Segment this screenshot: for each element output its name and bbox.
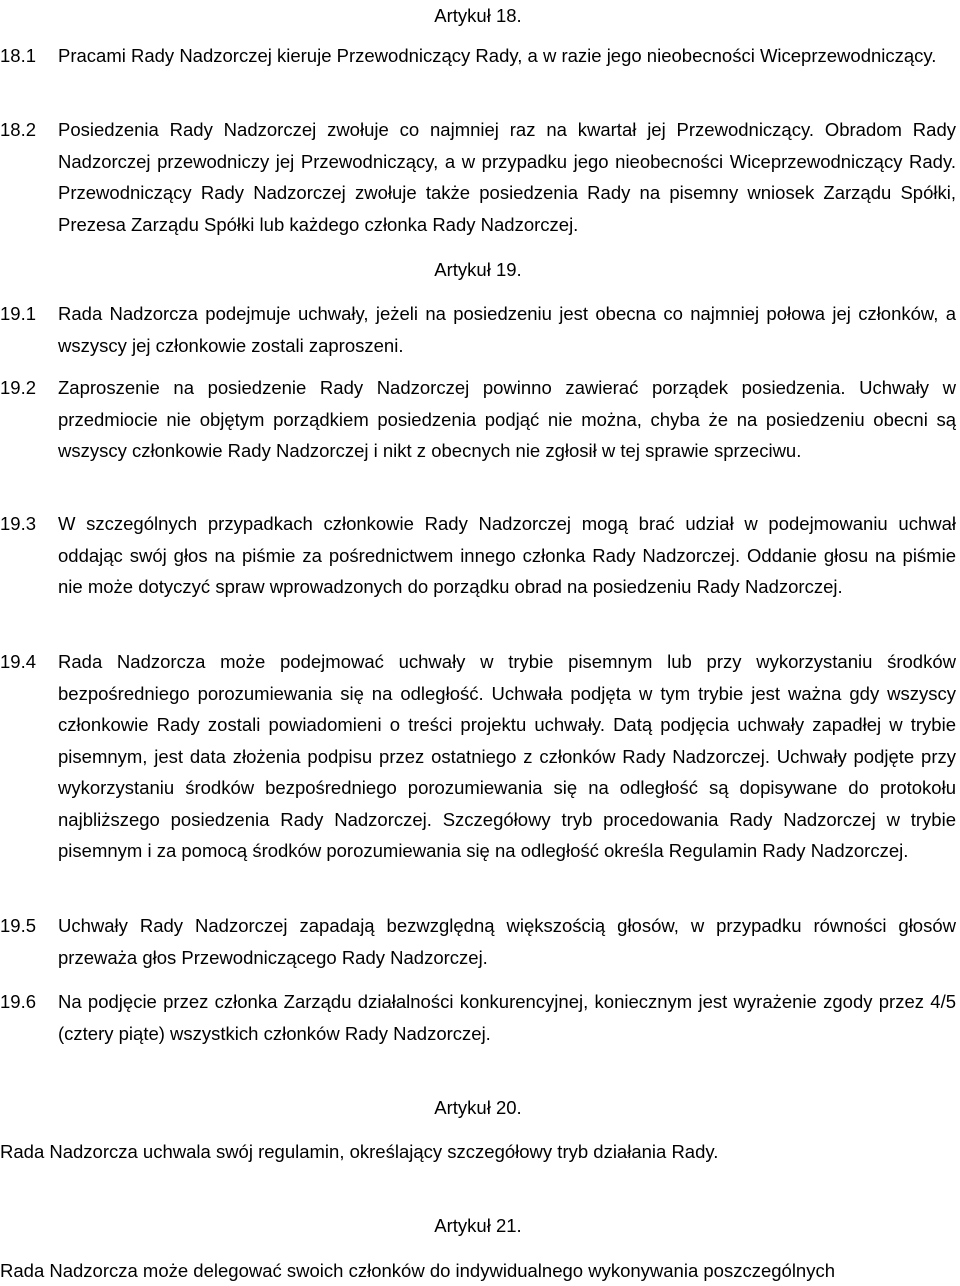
section-number: 19.3 — [0, 513, 37, 534]
section-text: Pracami Rady Nadzorczej kieruje Przewodniczący Rady, a w razie jego nieobecności Wiceprzewodniczący. — [58, 45, 937, 66]
section-19-5 — [0, 910, 956, 973]
section-text: Rada Nadzorcza może podejmować uchwały w trybie pisemnym lub przy wykorzystaniu środków bezpośredniego porozumiewania się na odległość. Uchwała podjęta w tym trybie jest ważna gdy wszyscy członkowie Rady zostali powiadomieni o treści projektu uchwały. Datą podjęcia uchwały zapadłej w trybie pisemnym, jest data złożenia podpisu przez ostatniego z członków Rady Nadzorczej. Uchwały podjęte przy wykorzystaniu środków bezpośredniego porozumiewania się na odległość są dopisywane do protokołu najbliższego posiedzenia Rady Nadzorczej. Szczegółowy tryb procedowania Rady Nadzorczej w trybie pisemnym i za pomocą środków porozumiewania się na odległość określa Regulamin Rady Nadzorczej. — [58, 651, 956, 861]
section-number: 19.1 — [0, 303, 37, 324]
section-19-3 — [0, 508, 956, 603]
section-18-2 — [0, 114, 956, 240]
section-text: W szczególnych przypadkach członkowie Rady Nadzorczej mogą brać udział w podejmowaniu uchwał oddając swój głos na piśmie za pośrednictwem innego członka Rady Nadzorczej. Oddanie głosu na piśmie nie może dotyczyć spraw wprowadzonych do porządku obrad na posiedzeniu Rady Nadzorczej. — [58, 513, 956, 597]
section-19-4 — [0, 646, 956, 867]
section-text: Zaproszenie na posiedzenie Rady Nadzorczej powinno zawierać porządek posiedzenia. Uchwały w przedmiocie nie objętym porządkiem posiedzenia podjąć nie można, chyba że na posiedzeniu obecni są wszyscy członkowie Rady Nadzorczej i nikt z obecnych nie zgłosił w tej sprawie sprzeciwu. — [58, 377, 956, 461]
section-text: Uchwały Rady Nadzorczej zapadają bezwzględną większością głosów, w przypadku równości głosów przeważa głos Przewodniczącego Rady Nadzorczej. — [58, 915, 956, 968]
section-number: 19.5 — [0, 915, 37, 936]
section-number: 18.1 — [0, 45, 37, 66]
section-number: 18.2 — [0, 119, 37, 140]
article-21-text: Rada Nadzorcza może delegować swoich członków do indywidualnego wykonywania poszczególnych — [0, 1260, 836, 1281]
article-20-heading: Artykuł 20. — [434, 1097, 522, 1118]
section-number: 19.4 — [0, 651, 37, 672]
article-19-heading: Artykuł 19. — [434, 259, 522, 280]
section-number: 19.2 — [0, 377, 37, 398]
section-19-1 — [0, 298, 956, 361]
article-21-heading: Artykuł 21. — [434, 1215, 522, 1236]
section-text: Rada Nadzorcza podejmuje uchwały, jeżeli na posiedzeniu jest obecna co najmniej połowa jej członków, a wszyscy jej członkowie zostali zaproszeni. — [58, 303, 956, 356]
article-18-heading: Artykuł 18. — [434, 5, 522, 26]
article-20-text: Rada Nadzorcza uchwala swój regulamin, określający szczegółowy tryb działania Rady. — [0, 1141, 719, 1162]
section-text: Posiedzenia Rady Nadzorczej zwołuje co najmniej raz na kwartał jej Przewodniczący. Obradom Rady Nadzorczej przewodniczy jej Przewodniczący, a w przypadku jego nieobecności Wiceprzewodniczący Rady. Przewodniczący Rady Nadzorczej zwołuje także posiedzenia Rady na pisemny wniosek Zarządu Spółki, Prezesa Zarządu Spółki lub każdego członka Rady Nadzorczej. — [58, 119, 956, 235]
section-19-6 — [0, 986, 956, 1049]
section-number: 19.6 — [0, 991, 37, 1012]
section-19-2 — [0, 372, 956, 467]
section-text: Na podjęcie przez członka Zarządu działalności konkurencyjnej, koniecznym jest wyrażenie zgody przez 4/5 (cztery piąte) wszystkich członków Rady Nadzorczej. — [58, 991, 956, 1044]
section-18-1 — [0, 40, 956, 72]
